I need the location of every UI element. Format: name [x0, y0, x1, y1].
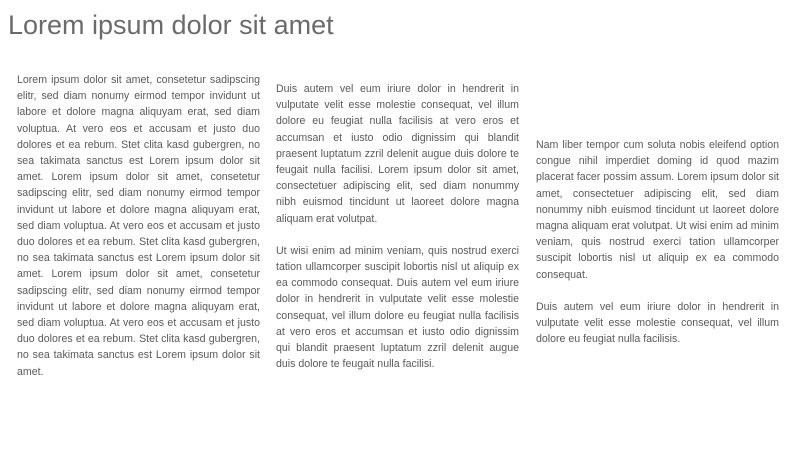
text-column-1 — [17, 72, 260, 380]
column-3-paragraph-1: Nam liber tempor cum soluta nobis eleifend option congue nihil imperdiet doming id quod mazim placerat facer possim assum. Lorem ipsum dolor sit amet, consectetuer adipiscing elit, sed diam nonummy nibh euismod tincidunt ut laoreet dolore magna aliquam erat volutpat. Ut wisi enim ad minim veniam, quis nostrud exerci tation ullamcorper suscipit lobortis nisl ut aliquip ex ea commodo consequat. — [536, 139, 779, 281]
column-2-paragraph-1: Duis autem vel eum iriure dolor in hendrerit in vulputate velit esse molestie consequat, vel illum dolore eu feugiat nulla facilisis at vero eros et accumsan et iusto odio dignissim qui blandit praesent luptatum zzril delenit augue duis dolore te feugait nulla facilisi. Lorem ipsum dolor sit amet, consectetuer adipiscing elit, sed diam nonummy nibh euismod tincidunt ut laoreet dolore magna aliquam erat volutpat. — [276, 83, 519, 225]
column-1-paragraph-1: Lorem ipsum dolor sit amet, consetetur sadipscing elitr, sed diam nonumy eirmod tempor invidunt ut labore et dolore magna aliquyam erat, sed diam voluptua. At vero eos et accusam et justo duo dolores et ea rebum. Stet clita kasd gubergren, no sea takimata sanctus est Lorem ipsum dolor sit amet. Lorem ipsum dolor sit amet, consetetur sadipscing elitr, sed diam nonumy eirmod tempor invidunt ut labore et dolore magna aliquyam erat, sed diam voluptua. At vero eos et accusam et justo duo dolores et ea rebum. Stet clita kasd gubergren, no sea takimata sanctus est Lorem ipsum dolor sit amet. Lorem ipsum dolor sit amet, consetetur sadipscing elitr, sed diam nonumy eirmod tempor invidunt ut labore et dolore magna aliquyam erat, sed diam voluptua. At vero eos et accusam et justo duo dolores et ea rebum. Stet clita kasd gubergren, no sea takimata sanctus est Lorem ipsum dolor sit amet. — [17, 74, 260, 378]
column-2-paragraph-2: Ut wisi enim ad minim veniam, quis nostrud exerci tation ullamcorper suscipit lobortis nisl ut aliquip ex ea commodo consequat. Duis autem vel eum iriure dolor in hendrerit in vulputate velit esse molestie consequat, vel illum dolore eu feugiat nulla facilisis at vero eros et accumsan et iusto odio dignissim qui blandit praesent luptatum zzril delenit augue duis dolore te feugait nulla facilisi. — [276, 244, 519, 371]
text-column-2 — [276, 81, 519, 372]
column-3-paragraph-2: Duis autem vel eum iriure dolor in hendrerit in vulputate velit esse molestie consequat, vel illum dolore eu feugiat nulla facilisis. — [536, 300, 779, 346]
page-title: Lorem ipsum dolor sit amet — [8, 10, 334, 40]
text-column-3 — [536, 137, 779, 347]
